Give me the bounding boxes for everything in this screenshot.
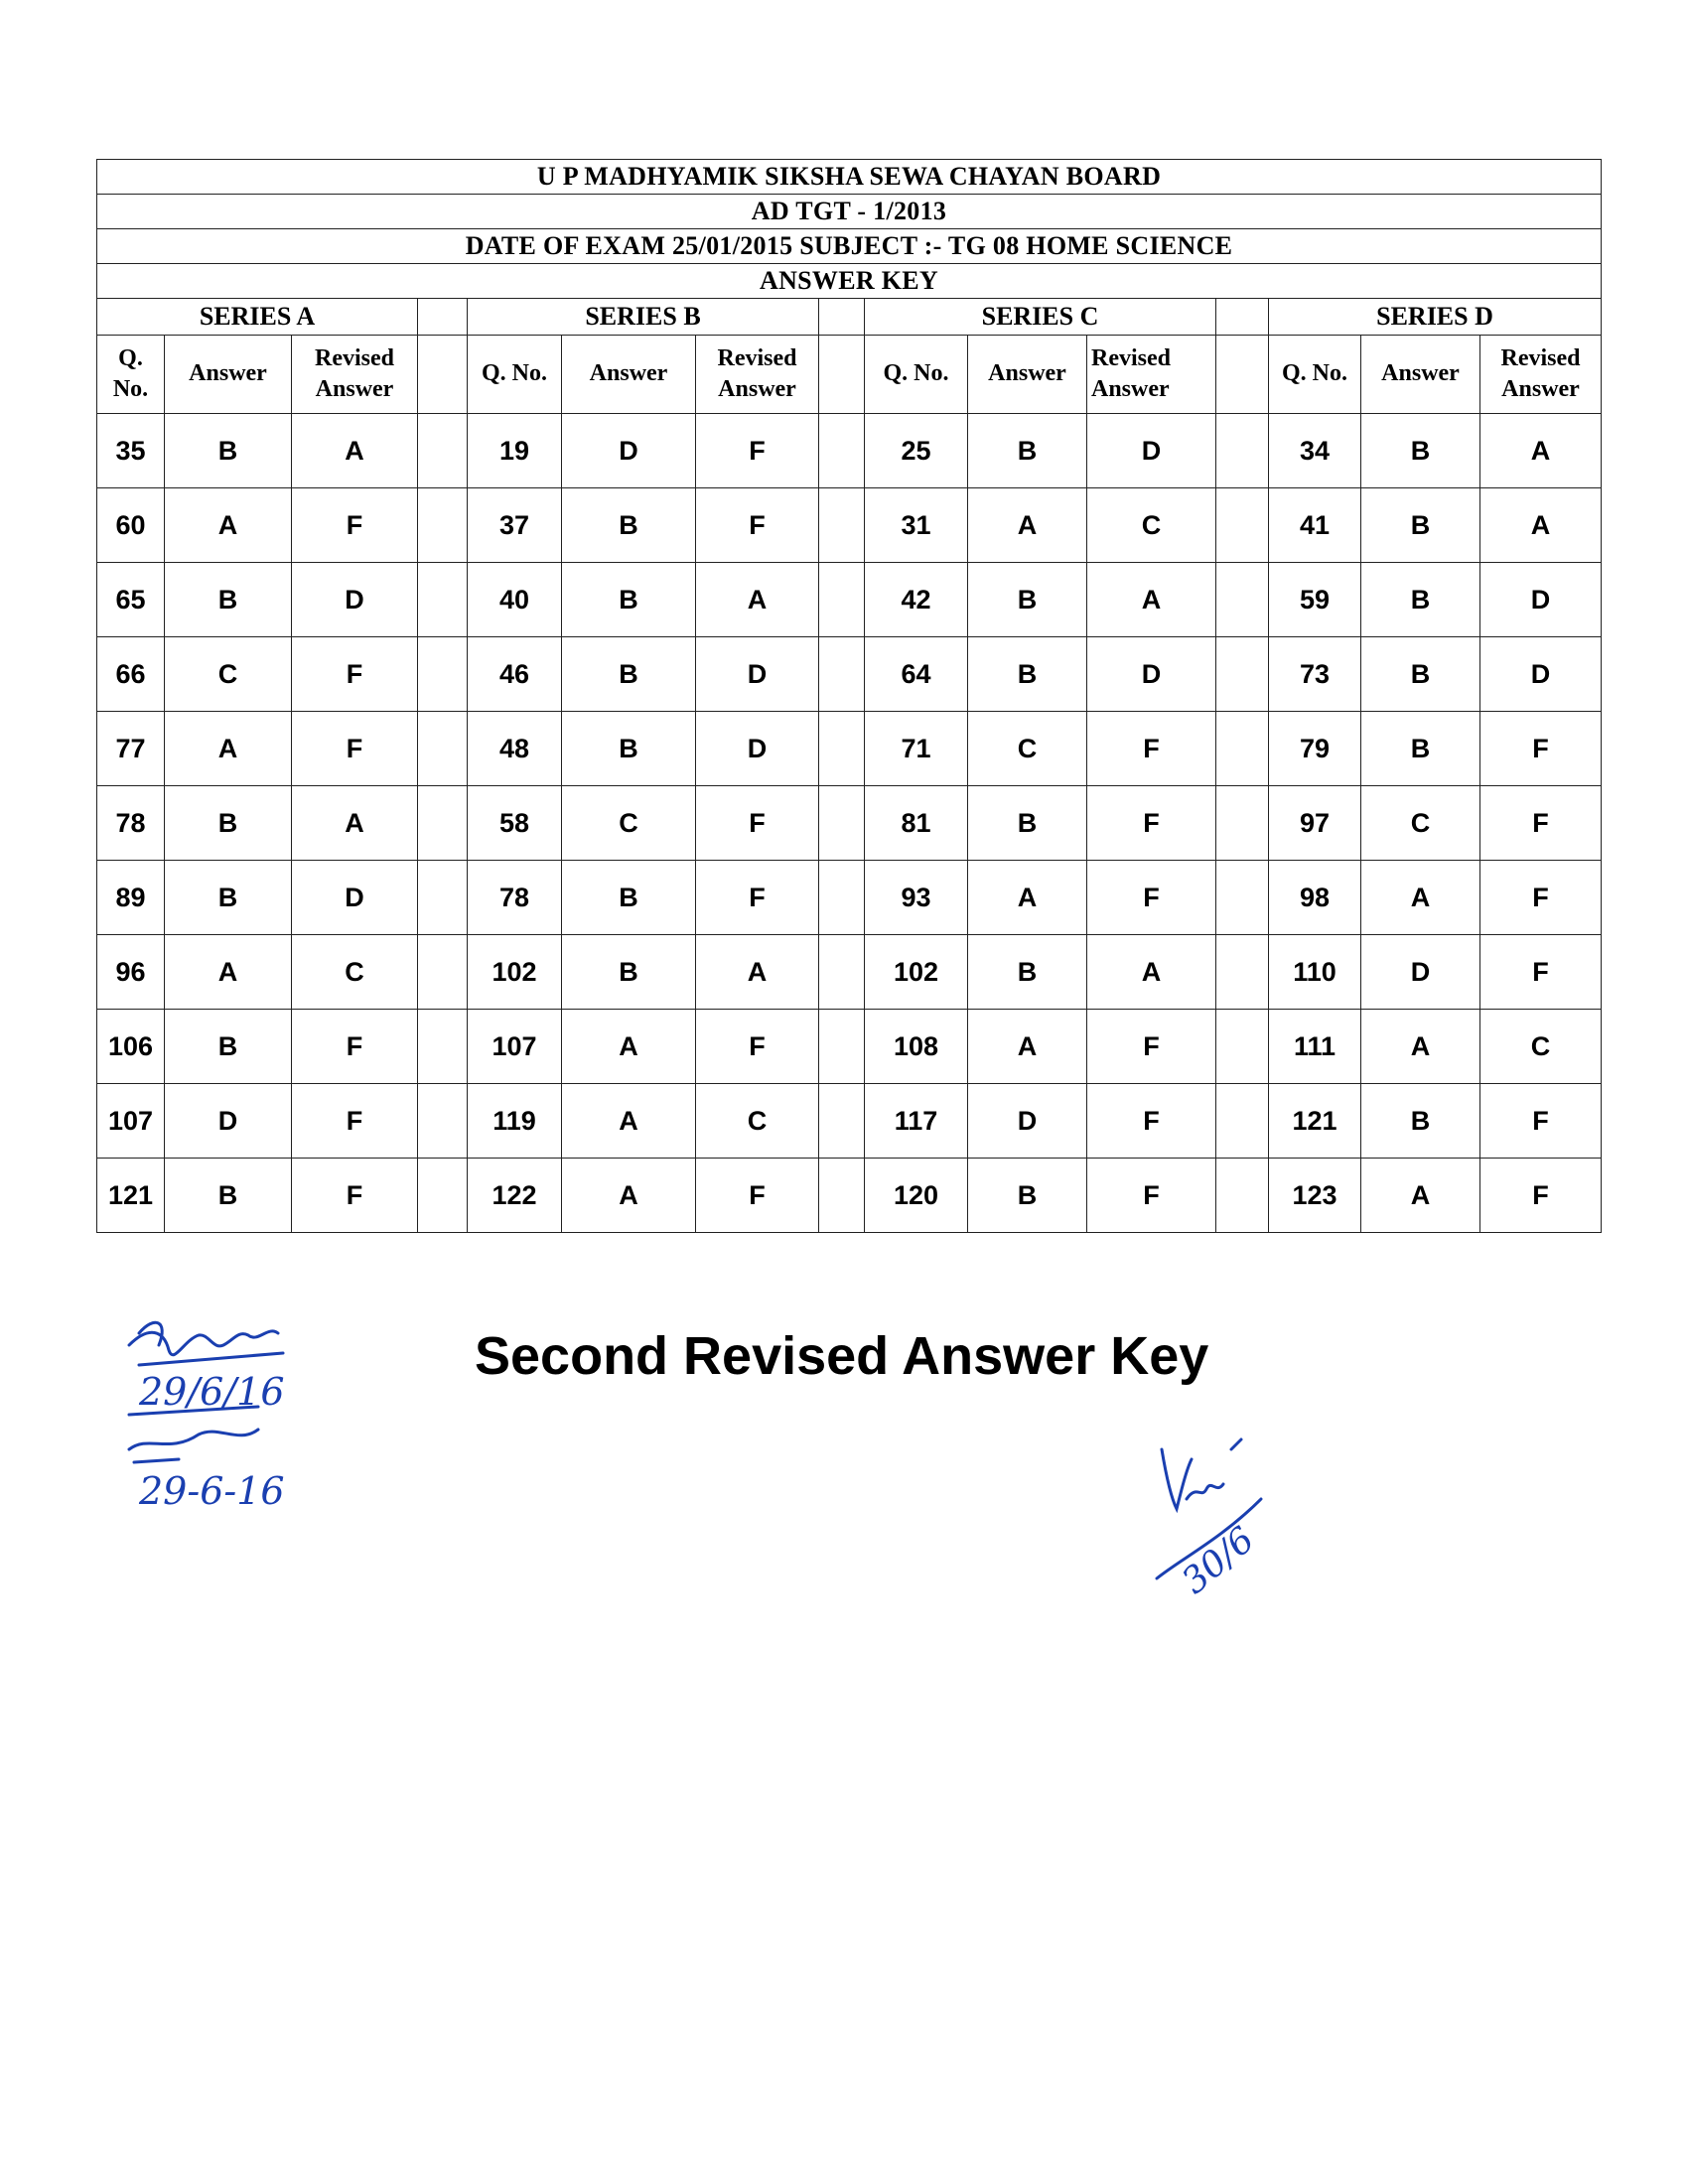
series-a-revised-answer-cell: F [292,488,418,563]
separator-cell [1216,935,1269,1010]
series-d-revised-answer-cell: A [1480,488,1602,563]
series-a-answer-cell: C [165,637,292,712]
series-c-answer-cell: A [968,488,1087,563]
separator-cell [1216,336,1269,414]
series-b-header: SERIES B [468,299,819,336]
series-b-revised-answer-cell: D [696,637,819,712]
separator-cell [819,786,865,861]
series-c-qno-cell: 108 [865,1010,968,1084]
series-c-revised-answer-cell: A [1087,563,1216,637]
series-d-qno-cell: 98 [1269,861,1361,935]
series-a-answer-cell: B [165,414,292,488]
separator-cell [819,1084,865,1159]
revised-answer-header: Revised Answer [1087,336,1216,414]
table-row [97,637,1602,712]
series-c-answer-cell: D [968,1084,1087,1159]
series-c-answer-cell: A [968,861,1087,935]
series-c-answer-cell: B [968,1159,1087,1233]
table-row [97,1159,1602,1233]
series-d-revised-answer-cell: F [1480,1084,1602,1159]
separator-cell [418,712,468,786]
series-d-qno-cell: 79 [1269,712,1361,786]
series-a-revised-answer-cell: A [292,414,418,488]
series-c-qno-cell: 42 [865,563,968,637]
left-signature [109,1305,348,1524]
qno-header: Q. No. [97,336,165,414]
separator-cell [1216,1084,1269,1159]
series-d-qno-cell: 97 [1269,786,1361,861]
separator-cell [819,414,865,488]
series-d-qno-cell: 73 [1269,637,1361,712]
series-d-answer-cell: A [1361,861,1480,935]
series-c-revised-answer-cell: C [1087,488,1216,563]
series-b-answer-cell: B [562,712,696,786]
right-signature [1142,1430,1281,1608]
series-b-qno-cell: 37 [468,488,562,563]
series-b-qno-cell: 40 [468,563,562,637]
series-c-revised-answer-cell: A [1087,935,1216,1010]
separator-cell [819,563,865,637]
separator-cell [1216,712,1269,786]
separator-cell [819,935,865,1010]
series-b-answer-cell: A [562,1010,696,1084]
separator-cell [1216,488,1269,563]
series-d-header: SERIES D [1269,299,1602,336]
series-a-revised-answer-cell: F [292,712,418,786]
separator-cell [819,299,865,336]
series-c-qno-cell: 120 [865,1159,968,1233]
series-d-qno-cell: 110 [1269,935,1361,1010]
series-b-revised-answer-cell: A [696,563,819,637]
series-a-qno-cell: 35 [97,414,165,488]
series-d-answer-cell: C [1361,786,1480,861]
series-b-qno-cell: 78 [468,861,562,935]
series-a-header: SERIES A [97,299,418,336]
revised-answer-header: Revised Answer [292,336,418,414]
separator-cell [1216,861,1269,935]
series-a-qno-cell: 107 [97,1084,165,1159]
series-b-answer-cell: B [562,861,696,935]
svg-text:29/6/16: 29/6/16 [139,1370,285,1414]
series-a-revised-answer-cell: D [292,563,418,637]
series-d-qno-cell: 34 [1269,414,1361,488]
series-c-revised-answer-cell: F [1087,712,1216,786]
series-a-answer-cell: D [165,1084,292,1159]
separator-cell [1216,299,1269,336]
series-a-revised-answer-cell: A [292,786,418,861]
series-d-answer-cell: D [1361,935,1480,1010]
series-a-answer-cell: A [165,712,292,786]
series-d-answer-cell: B [1361,712,1480,786]
series-b-answer-cell: A [562,1159,696,1233]
series-b-qno-cell: 46 [468,637,562,712]
series-b-revised-answer-cell: F [696,414,819,488]
board-name: U P MADHYAMIK SIKSHA SEWA CHAYAN BOARD [97,160,1602,195]
answer-header: Answer [968,336,1087,414]
series-c-revised-answer-cell: F [1087,786,1216,861]
table-row [97,935,1602,1010]
series-c-answer-cell: B [968,637,1087,712]
series-d-revised-answer-cell: D [1480,563,1602,637]
separator-cell [1216,637,1269,712]
series-b-revised-answer-cell: F [696,786,819,861]
separator-cell [418,299,468,336]
series-a-revised-answer-cell: F [292,1010,418,1084]
separator-cell [819,637,865,712]
series-a-qno-cell: 106 [97,1010,165,1084]
series-a-answer-cell: A [165,488,292,563]
series-b-revised-answer-cell: F [696,488,819,563]
series-d-revised-answer-cell: C [1480,1010,1602,1084]
series-d-qno-cell: 111 [1269,1010,1361,1084]
series-c-qno-cell: 31 [865,488,968,563]
series-c-revised-answer-cell: D [1087,414,1216,488]
series-c-answer-cell: A [968,1010,1087,1084]
series-d-answer-cell: B [1361,637,1480,712]
separator-cell [418,1084,468,1159]
separator-cell [819,336,865,414]
series-c-revised-answer-cell: F [1087,861,1216,935]
series-d-answer-cell: A [1361,1010,1480,1084]
series-c-qno-cell: 71 [865,712,968,786]
series-c-revised-answer-cell: F [1087,1159,1216,1233]
separator-cell [418,563,468,637]
separator-cell [819,712,865,786]
separator-cell [1216,414,1269,488]
series-b-answer-cell: B [562,935,696,1010]
table-row [97,563,1602,637]
answer-key-label: ANSWER KEY [97,264,1602,299]
series-a-revised-answer-cell: F [292,637,418,712]
separator-cell [819,861,865,935]
series-a-revised-answer-cell: C [292,935,418,1010]
series-c-answer-cell: B [968,563,1087,637]
series-d-qno-cell: 41 [1269,488,1361,563]
series-d-revised-answer-cell: D [1480,637,1602,712]
series-b-qno-cell: 48 [468,712,562,786]
answer-header: Answer [165,336,292,414]
table-row [97,1084,1602,1159]
series-b-revised-answer-cell: D [696,712,819,786]
series-c-revised-answer-cell: D [1087,637,1216,712]
series-a-answer-cell: B [165,861,292,935]
separator-cell [418,786,468,861]
series-d-answer-cell: B [1361,1084,1480,1159]
series-b-qno-cell: 102 [468,935,562,1010]
second-revised-title: Second Revised Answer Key [475,1326,1209,1386]
separator-cell [819,1010,865,1084]
series-c-qno-cell: 117 [865,1084,968,1159]
series-b-answer-cell: B [562,637,696,712]
series-b-revised-answer-cell: A [696,935,819,1010]
series-a-answer-cell: B [165,786,292,861]
series-b-answer-cell: D [562,414,696,488]
answer-header: Answer [1361,336,1480,414]
series-d-qno-cell: 59 [1269,563,1361,637]
separator-cell [418,1010,468,1084]
series-d-answer-cell: B [1361,414,1480,488]
table-row [97,861,1602,935]
series-d-answer-cell: B [1361,488,1480,563]
table-row [97,712,1602,786]
series-c-answer-cell: B [968,786,1087,861]
qno-header: Q. No. [1269,336,1361,414]
separator-cell [418,336,468,414]
table-row [97,1010,1602,1084]
series-a-qno-cell: 96 [97,935,165,1010]
table-row [97,488,1602,563]
series-a-qno-cell: 89 [97,861,165,935]
series-b-qno-cell: 58 [468,786,562,861]
revised-answer-header: Revised Answer [696,336,819,414]
series-c-answer-cell: C [968,712,1087,786]
separator-cell [819,1159,865,1233]
series-d-qno-cell: 123 [1269,1159,1361,1233]
separator-cell [819,488,865,563]
series-c-qno-cell: 81 [865,786,968,861]
series-d-revised-answer-cell: F [1480,935,1602,1010]
svg-text:29-6-16: 29-6-16 [139,1469,285,1513]
series-b-answer-cell: A [562,1084,696,1159]
separator-cell [418,1159,468,1233]
series-c-answer-cell: B [968,935,1087,1010]
separator-cell [1216,563,1269,637]
table-row [97,786,1602,861]
series-a-answer-cell: A [165,935,292,1010]
series-d-revised-answer-cell: F [1480,786,1602,861]
separator-cell [1216,786,1269,861]
qno-header: Q. No. [865,336,968,414]
separator-cell [418,861,468,935]
series-a-qno-cell: 121 [97,1159,165,1233]
series-a-qno-cell: 60 [97,488,165,563]
series-b-answer-cell: B [562,563,696,637]
series-b-answer-cell: C [562,786,696,861]
series-b-qno-cell: 107 [468,1010,562,1084]
table-row [97,414,1602,488]
series-d-answer-cell: A [1361,1159,1480,1233]
series-a-answer-cell: B [165,1159,292,1233]
series-b-revised-answer-cell: C [696,1084,819,1159]
separator-cell [418,637,468,712]
series-c-revised-answer-cell: F [1087,1084,1216,1159]
series-a-qno-cell: 66 [97,637,165,712]
exam-date-subject: DATE OF EXAM 25/01/2015 SUBJECT :- TG 08 HOME SCIENCE [97,229,1602,264]
separator-cell [418,488,468,563]
series-a-answer-cell: B [165,1010,292,1084]
series-a-answer-cell: B [165,563,292,637]
revised-answer-header: Revised Answer [1480,336,1602,414]
series-d-revised-answer-cell: F [1480,1159,1602,1233]
series-d-revised-answer-cell: F [1480,861,1602,935]
answer-key-table [96,159,1602,1233]
series-a-revised-answer-cell: F [292,1084,418,1159]
series-b-qno-cell: 119 [468,1084,562,1159]
series-a-qno-cell: 77 [97,712,165,786]
svg-text:30/6: 30/6 [1174,1519,1263,1602]
series-a-qno-cell: 78 [97,786,165,861]
series-b-qno-cell: 122 [468,1159,562,1233]
series-b-revised-answer-cell: F [696,861,819,935]
series-a-revised-answer-cell: F [292,1159,418,1233]
series-c-qno-cell: 102 [865,935,968,1010]
series-c-qno-cell: 25 [865,414,968,488]
series-b-revised-answer-cell: F [696,1159,819,1233]
series-d-revised-answer-cell: A [1480,414,1602,488]
series-c-answer-cell: B [968,414,1087,488]
series-d-qno-cell: 121 [1269,1084,1361,1159]
separator-cell [418,414,468,488]
series-a-qno-cell: 65 [97,563,165,637]
qno-header: Q. No. [468,336,562,414]
series-d-answer-cell: B [1361,563,1480,637]
series-d-revised-answer-cell: F [1480,712,1602,786]
series-b-revised-answer-cell: F [696,1010,819,1084]
series-c-header: SERIES C [865,299,1216,336]
series-b-answer-cell: B [562,488,696,563]
series-c-qno-cell: 93 [865,861,968,935]
exam-code: AD TGT - 1/2013 [97,195,1602,229]
separator-cell [1216,1010,1269,1084]
series-c-revised-answer-cell: F [1087,1010,1216,1084]
series-b-qno-cell: 19 [468,414,562,488]
separator-cell [418,935,468,1010]
answer-header: Answer [562,336,696,414]
series-a-revised-answer-cell: D [292,861,418,935]
separator-cell [1216,1159,1269,1233]
series-c-qno-cell: 64 [865,637,968,712]
